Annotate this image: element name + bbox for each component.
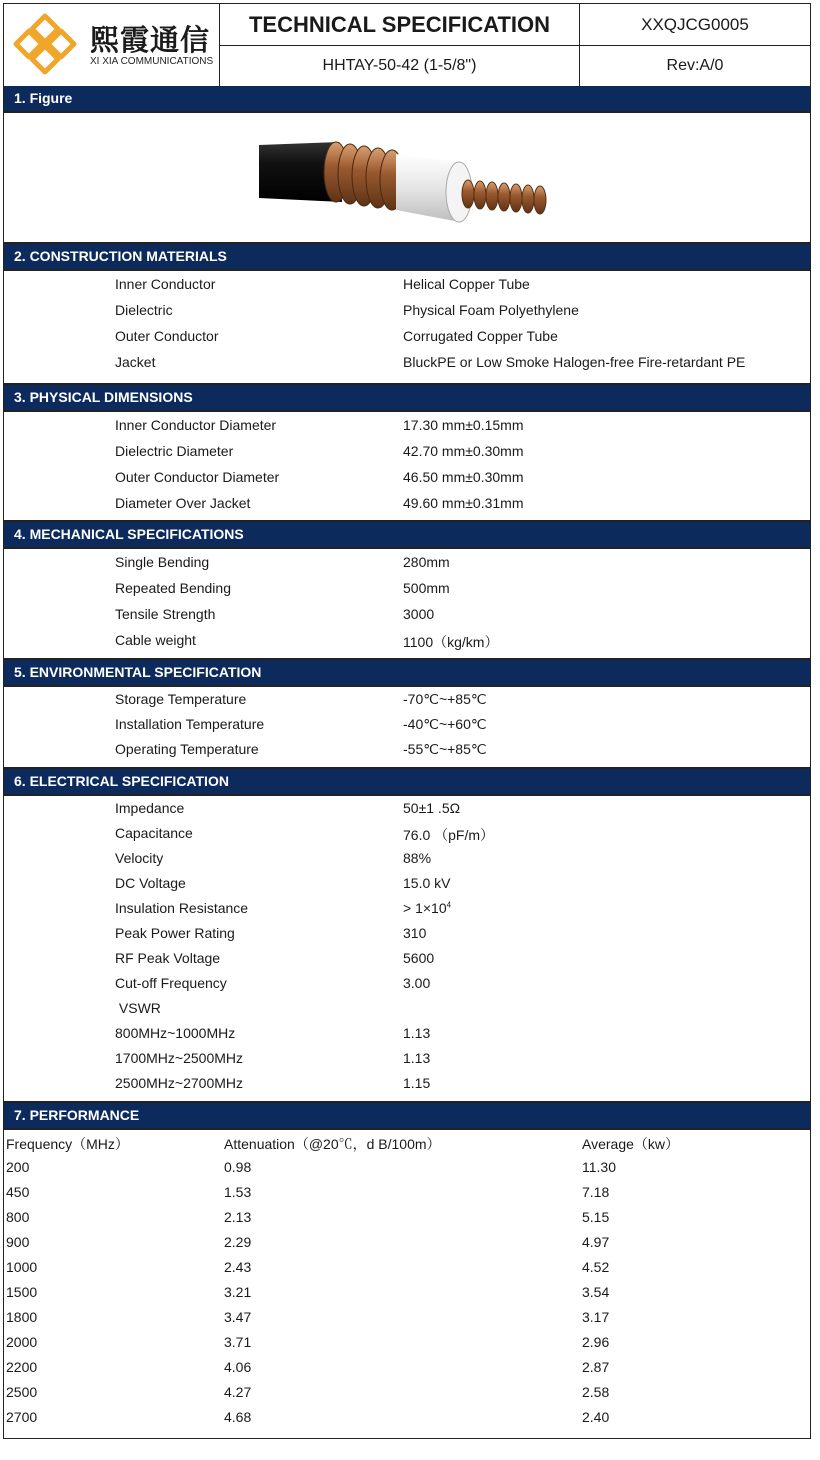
attenuation-cell: 0.98 (224, 1159, 252, 1175)
frequency-cell: 2000 (6, 1334, 38, 1350)
spec-label: Inner Conductor Diameter (115, 417, 277, 433)
section-electrical-header: 6. ELECTRICAL SPECIFICATION (4, 769, 810, 794)
average-power-cell: 4.97 (582, 1234, 610, 1250)
spec-value: -40℃~+60℃ (403, 716, 487, 732)
average-power-cell: 5.15 (582, 1209, 610, 1225)
frequency-cell: 900 (6, 1234, 30, 1250)
spec-label: Single Bending (115, 554, 210, 570)
average-power-cell: 7.18 (582, 1184, 610, 1200)
document-code: XXQJCG0005 (580, 4, 810, 46)
average-power-cell: 3.17 (582, 1309, 610, 1325)
attenuation-cell: 4.27 (224, 1384, 252, 1400)
section-environmental-header: 5. ENVIRONMENTAL SPECIFICATION (4, 660, 810, 685)
document-title: TECHNICAL SPECIFICATION (220, 4, 580, 46)
cable-image (254, 140, 554, 228)
spec-value: 1.13 (403, 1050, 431, 1066)
column-header: Frequency（MHz） (6, 1136, 129, 1152)
spec-value (403, 900, 451, 916)
frequency-cell: 200 (6, 1159, 30, 1175)
spec-value: 49.60 mm±0.31mm (403, 495, 524, 511)
frequency-cell: 800 (6, 1209, 30, 1225)
frequency-cell: 2700 (6, 1409, 38, 1425)
spec-label: Tensile Strength (115, 606, 216, 622)
spec-value: -55℃~+85℃ (403, 741, 487, 757)
section-construction-header: 2. CONSTRUCTION MATERIALS (4, 244, 810, 269)
spec-value: 88% (403, 850, 432, 866)
spec-label: Operating Temperature (115, 741, 259, 757)
spec-label: Outer Conductor Diameter (115, 469, 280, 485)
average-power-cell: 3.54 (582, 1284, 610, 1300)
average-power-cell: 2.96 (582, 1334, 610, 1350)
attenuation-cell: 2.13 (224, 1209, 252, 1225)
spec-value: 500mm (403, 580, 450, 596)
spec-value: 42.70 mm±0.30mm (403, 443, 524, 459)
divider (4, 1128, 810, 1130)
attenuation-cell: 2.43 (224, 1259, 252, 1275)
spec-label: Diameter Over Jacket (115, 495, 251, 511)
average-power-cell: 11.30 (582, 1159, 616, 1175)
spec-label: 2500MHz~2700MHz (115, 1075, 244, 1091)
company-name-en: XI XIA COMMUNICATIONS (90, 56, 214, 67)
cable-model: HHTAY-50-42 (1-5/8") (220, 46, 580, 86)
frequency-cell: 1500 (6, 1284, 38, 1300)
spec-value: 50±1 .5Ω (403, 800, 461, 816)
divider (4, 410, 810, 412)
spec-value: 3.00 (403, 975, 431, 991)
frequency-cell: 2500 (6, 1384, 38, 1400)
divider (4, 269, 810, 271)
divider (4, 111, 810, 113)
spec-value: 15.0 kV (403, 875, 451, 891)
column-header: Average（kw） (582, 1136, 680, 1152)
section-figure-header: 1. Figure (4, 86, 810, 111)
revision: Rev:A/0 (666, 57, 724, 74)
company-name-cn: 熙霞通信 (90, 23, 211, 57)
spec-label: 800MHz~1000MHz (115, 1025, 236, 1041)
frequency-cell: 2200 (6, 1359, 38, 1375)
spec-value: 1.15 (403, 1075, 431, 1091)
spec-label: Impedance (115, 800, 185, 816)
average-power-cell: 2.87 (582, 1359, 610, 1375)
section-performance-header: 7. PERFORMANCE (4, 1103, 810, 1128)
insulation-base: > 1×10 (403, 900, 447, 916)
spec-label: Peak Power Rating (115, 925, 235, 941)
spec-value: 76.0 （pF/m） (403, 827, 495, 843)
spec-label: RF Peak Voltage (115, 950, 221, 966)
spec-value: 17.30 mm±0.15mm (403, 417, 524, 433)
divider (4, 547, 810, 549)
spec-label: Jacket (115, 354, 156, 370)
spec-label: Inner Conductor (115, 276, 216, 292)
spec-label: Velocity (115, 850, 164, 866)
spec-label: VSWR (115, 1000, 161, 1016)
spec-label: Repeated Bending (115, 580, 231, 596)
spec-value: 1100（kg/km） (403, 634, 499, 650)
frequency-cell: 1800 (6, 1309, 38, 1325)
spec-value: 1.13 (403, 1025, 431, 1041)
spec-label: Dielectric (115, 302, 173, 318)
attenuation-cell: 4.68 (224, 1409, 252, 1425)
spec-label: DC Voltage (115, 875, 186, 891)
spec-label: Dielectric Diameter (115, 443, 234, 459)
spec-value: BluckPE or Low Smoke Halogen-free Fire-retardant PE (403, 354, 746, 370)
divider (4, 685, 810, 687)
spec-label: Capacitance (115, 825, 193, 841)
section-physical-header: 3. PHYSICAL DIMENSIONS (4, 385, 810, 410)
spec-label: Storage Temperature (115, 691, 247, 707)
attenuation-cell: 4.06 (224, 1359, 252, 1375)
spec-value: Helical Copper Tube (403, 276, 530, 292)
spec-label: Insulation Resistance (115, 900, 249, 916)
spec-value: 310 (403, 925, 427, 941)
spec-label: Cable weight (115, 632, 196, 648)
attenuation-cell: 2.29 (224, 1234, 252, 1250)
divider (4, 794, 810, 796)
insulation-exponent: 4 (446, 900, 452, 910)
spec-label: 1700MHz~2500MHz (115, 1050, 244, 1066)
spec-value: 46.50 mm±0.30mm (403, 469, 524, 485)
company-logo (4, 4, 220, 86)
frequency-cell: 450 (6, 1184, 30, 1200)
average-power-cell: 2.40 (582, 1409, 610, 1425)
attenuation-cell: 3.71 (224, 1334, 252, 1350)
spec-value: -70℃~+85℃ (403, 691, 487, 707)
spec-label: Cut-off Frequency (115, 975, 227, 991)
average-power-cell: 2.58 (582, 1384, 610, 1400)
spec-sheet (3, 3, 811, 1439)
attenuation-cell: 3.21 (224, 1284, 252, 1300)
frequency-cell: 1000 (6, 1259, 38, 1275)
spec-value: Physical Foam Polyethylene (403, 302, 579, 318)
document-header (4, 4, 810, 86)
logo-knot-icon (10, 12, 80, 76)
attenuation-cell: 1.53 (224, 1184, 252, 1200)
spec-value: 3000 (403, 606, 435, 622)
spec-label: Outer Conductor (115, 328, 219, 344)
column-header: Attenuation（@20℃，d B/100m） (224, 1136, 441, 1152)
attenuation-cell: 3.47 (224, 1309, 252, 1325)
spec-value: Corrugated Copper Tube (403, 328, 558, 344)
spec-value: 5600 (403, 950, 435, 966)
average-power-cell: 4.52 (582, 1259, 610, 1275)
section-mechanical-header: 4. MECHANICAL SPECIFICATIONS (4, 522, 810, 547)
spec-label: Installation Temperature (115, 716, 265, 732)
spec-value: 280mm (403, 554, 450, 570)
